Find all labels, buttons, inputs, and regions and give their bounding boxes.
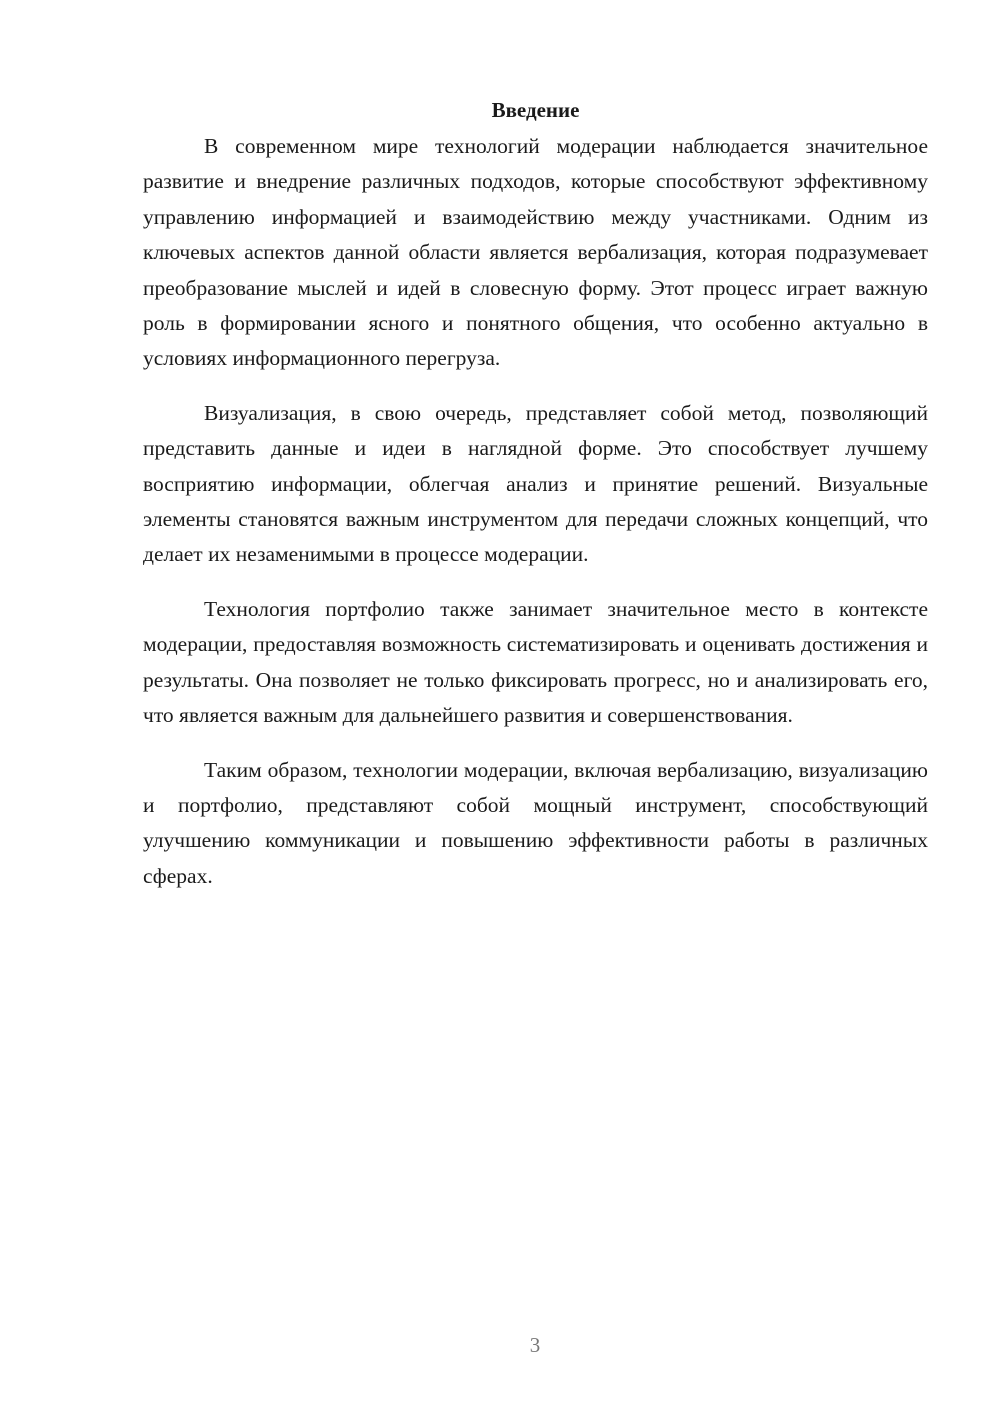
paragraph-1: В современном мире технологий модерации наблюдается значительное развитие и внедрение различных подходов, которые способствуют эффективному управлению информацией и взаимодействию между участниками. Одним из ключевых аспектов данной области является вербализация, которая подразумевает преобразование мыслей и идей в словесную форму. Этот процесс играет важную роль в формировании ясного и понятного общения, что особенно актуально в условиях информационного перегруза. — [143, 134, 928, 371]
page-content — [143, 93, 928, 913]
section-title: Введение — [491, 98, 580, 122]
paragraph-3: Технология портфолио также занимает значительное место в контексте модерации, предоставляя возможность систематизировать и оценивать достижения и результаты. Она позволяет не только фиксировать прогресс, но и анализировать его, что является важным для дальнейшего развития и совершенствования. — [143, 596, 928, 728]
paragraph-4: Таким образом, технологии модерации, включая вербализацию, визуализацию и портфолио, представляют собой мощный инструмент, способствующий улучшению коммуникации и повышению эффективности работы в различных сферах. — [143, 757, 928, 888]
paragraph-2: Визуализация, в свою очередь, представляет собой метод, позволяющий представить данные и идеи в наглядной форме. Это способствует лучшему восприятию информации, облегчая анализ и принятие решений. Визуальные элементы становятся важным инструментом для передачи сложных концепций, что делает их незаменимыми в процессе модерации. — [143, 400, 928, 567]
page-number: 3 — [529, 1333, 541, 1357]
